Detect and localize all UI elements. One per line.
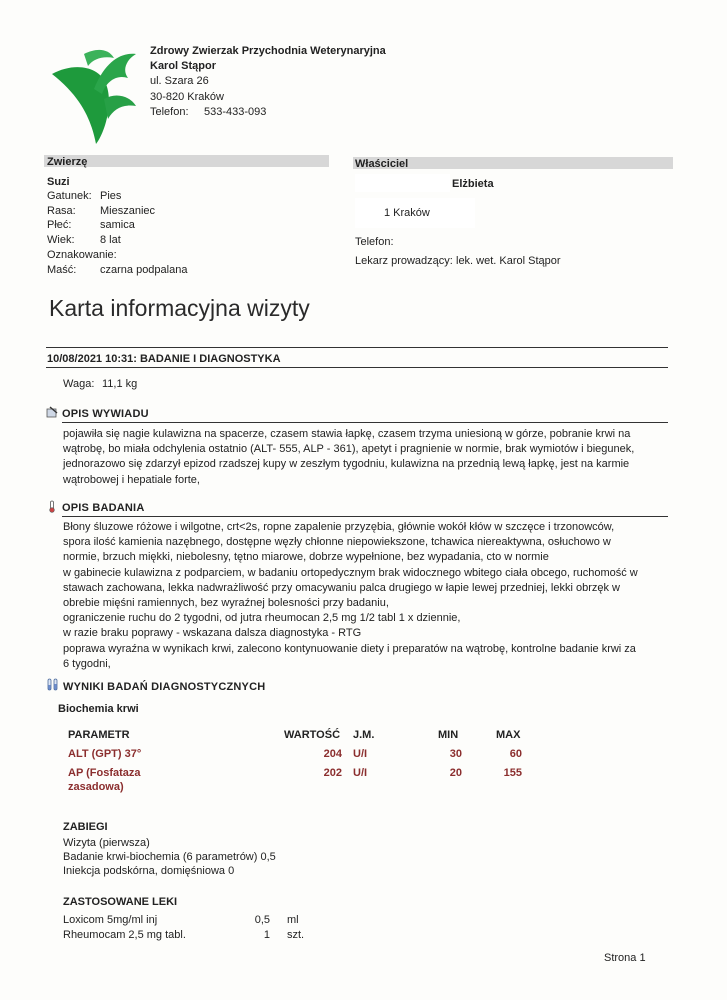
text-line: 6 tygodni, xyxy=(63,657,111,670)
owner-section-title: Właściciel xyxy=(355,158,409,170)
text-line: obrebie mięśni ramiennych, bez wyraźnej bolesności przy badaniu, xyxy=(63,597,389,610)
result-max: 60 xyxy=(509,748,522,760)
weight-value: 11,1 kg xyxy=(102,378,138,390)
owner-phone-label: Telefon: xyxy=(355,236,394,248)
animal-field-label: Oznakowanie: xyxy=(47,249,117,261)
clinic-street: ul. Szara 26 xyxy=(150,75,209,87)
owner-name: Elżbieta xyxy=(452,178,494,190)
result-min: 20 xyxy=(449,767,462,779)
results-header-min: MIN xyxy=(438,729,459,741)
results-title: WYNIKI BADAŃ DIAGNOSTYCZNYCH xyxy=(63,681,266,693)
animal-field-value: Mieszaniec xyxy=(100,205,156,217)
clinic-name: Zdrowy Zwierzak Przychodnia Weterynaryjna xyxy=(150,45,386,57)
page-title: Karta informacyjna wizyty xyxy=(49,295,310,321)
clinic-logo xyxy=(44,44,144,149)
logo-sprout-shape xyxy=(104,95,136,119)
text-line: jednorazowo się zdarzył epizod rzadszej kupy w zeszłym tygodniu, kulawizna na przednią lewą łapkę, jest na karmie xyxy=(63,458,630,471)
drug-qty: 0,5 xyxy=(254,914,270,926)
result-value: 202 xyxy=(323,767,342,779)
redaction-box xyxy=(355,174,450,192)
text-line: pojawiła się nagie kulawizna na spacerze, czasem stawia łapkę, czasem trzyma uniesioną w górze, pobranie krwi na xyxy=(63,428,631,440)
animal-field-label: Rasa: xyxy=(47,205,76,217)
page-number: Strona 1 xyxy=(604,952,646,961)
text-line: normie, brzuch miękki, niebolesny, tętno miarowe, dobrze wypełnione, bez wypadania, cto w normie xyxy=(63,551,549,564)
result-param-continued: zasadowa) xyxy=(68,781,124,793)
procedure-item: Badanie krwi-biochemia (6 parametrów) 0,5 xyxy=(63,851,276,863)
exam-title: OPIS BADANIA xyxy=(62,502,145,514)
result-unit: U/I xyxy=(353,767,368,779)
text-line: ograniczenie ruchu do 2 tygodni, od jutra rheumocan 2,5 mg 1/2 tabl 1 x dziennie, xyxy=(63,612,461,625)
animal-field-label: Gatunek: xyxy=(47,190,92,202)
drugs-title: ZASTOSOWANE LEKI xyxy=(63,896,178,908)
text-line: stawach zachowana, lekka nadwrażliwość przy omacywaniu palca drugiego w łapie lewej przedniej, lekki obrzęk w xyxy=(63,581,620,594)
doctor-name: lek. wet. Karol Stąpor xyxy=(456,255,561,267)
owner-address: 1 Kraków xyxy=(384,207,430,219)
text-line: poprawa wyraźna w wynikach krwi, zalecono kontynuowanie diety i preparatów na wątrobę, kontrolne badanie krwi za xyxy=(63,642,636,655)
text-line: wątrobowej i hepatiale forte, xyxy=(63,473,200,486)
result-param: ALT (GPT) 37° xyxy=(68,748,142,760)
divider xyxy=(46,367,668,368)
procedure-item: Iniekcja podskórna, domięśniowa 0 xyxy=(63,865,235,877)
drug-name: Loxicom 5mg/ml inj xyxy=(63,914,158,926)
result-min: 30 xyxy=(449,748,462,760)
exam-text xyxy=(63,520,673,672)
weight-label: Waga: xyxy=(63,378,95,390)
animal-field-value: czarna podpalana xyxy=(100,264,188,276)
animal-field-label: Maść: xyxy=(47,264,77,276)
interview-title: OPIS WYWIADU xyxy=(62,408,149,420)
results-header-max: MAX xyxy=(496,729,521,741)
divider xyxy=(62,516,668,517)
drug-unit: ml xyxy=(287,914,299,926)
animal-field-value: 8 lat xyxy=(100,234,121,246)
results-header-value: WARTOŚĆ xyxy=(284,729,341,741)
result-unit: U/I xyxy=(353,748,368,760)
animal-field-label: Płeć: xyxy=(47,219,72,231)
test-tubes-icon xyxy=(46,678,60,692)
procedure-item: Wizyta (pierwsza) xyxy=(63,837,150,849)
animal-field-value: samica xyxy=(100,219,135,231)
animal-name: Suzi xyxy=(47,176,70,188)
doctor-label: Lekarz prowadzący: xyxy=(355,255,453,267)
visit-header: 10/08/2021 10:31: BADANIE I DIAGNOSTYKA xyxy=(47,353,281,365)
text-line: Błony śluzowe różowe i wilgotne, crt<2s, ropne zapalenie przyzębia, głównie wokół kłów w szczęce i trzonowców, xyxy=(63,521,615,533)
drug-name: Rheumocam 2,5 mg tabl. xyxy=(63,929,186,941)
text-line: w gabinecie kulawizna z podparciem, w badaniu ortopedycznym brak widocznego wbitego ciała obcego, ruchomość w xyxy=(63,566,638,579)
results-header-unit: J.M. xyxy=(353,729,375,741)
drug-unit: szt. xyxy=(287,929,305,941)
text-line: w razie braku poprawy - wskazana dalsza diagnostyka - RTG xyxy=(63,627,362,640)
notes-icon xyxy=(46,406,58,418)
text-line: spora ilość kamienia nazębnego, dostępne węzły chłonne niepowiekszone, tchawica niereaktywna, osłuchowo w xyxy=(63,536,611,549)
clinic-phone-label: Telefon: xyxy=(150,106,189,118)
result-value: 204 xyxy=(323,748,342,760)
clinic-city: 30-820 Kraków xyxy=(150,91,224,103)
result-param: AP (Fosfataza xyxy=(68,767,141,779)
drug-qty: 1 xyxy=(263,929,270,941)
interview-text xyxy=(63,427,673,488)
result-max: 155 xyxy=(503,767,522,779)
thermometer-icon xyxy=(47,500,57,513)
divider xyxy=(62,422,668,423)
animal-field-label: Wiek: xyxy=(47,234,75,246)
animal-section-title: Zwierzę xyxy=(47,156,88,168)
animal-field-value: Pies xyxy=(100,190,122,202)
divider xyxy=(46,347,668,348)
clinic-doctor: Karol Stąpor xyxy=(150,60,217,72)
clinic-phone: 533-433-093 xyxy=(204,106,267,118)
results-group: Biochemia krwi xyxy=(58,703,139,715)
logo-bird-shape xyxy=(94,54,136,94)
results-header-param: PARAMETR xyxy=(68,729,130,741)
text-line: wątrobę, bo miała odchylenia ostatnio (ALT- 555, ALP - 361), apetyt i pragnienie w normie, brak wymiotów i biegunek, xyxy=(63,443,635,456)
procedures-title: ZABIEGI xyxy=(63,821,108,833)
